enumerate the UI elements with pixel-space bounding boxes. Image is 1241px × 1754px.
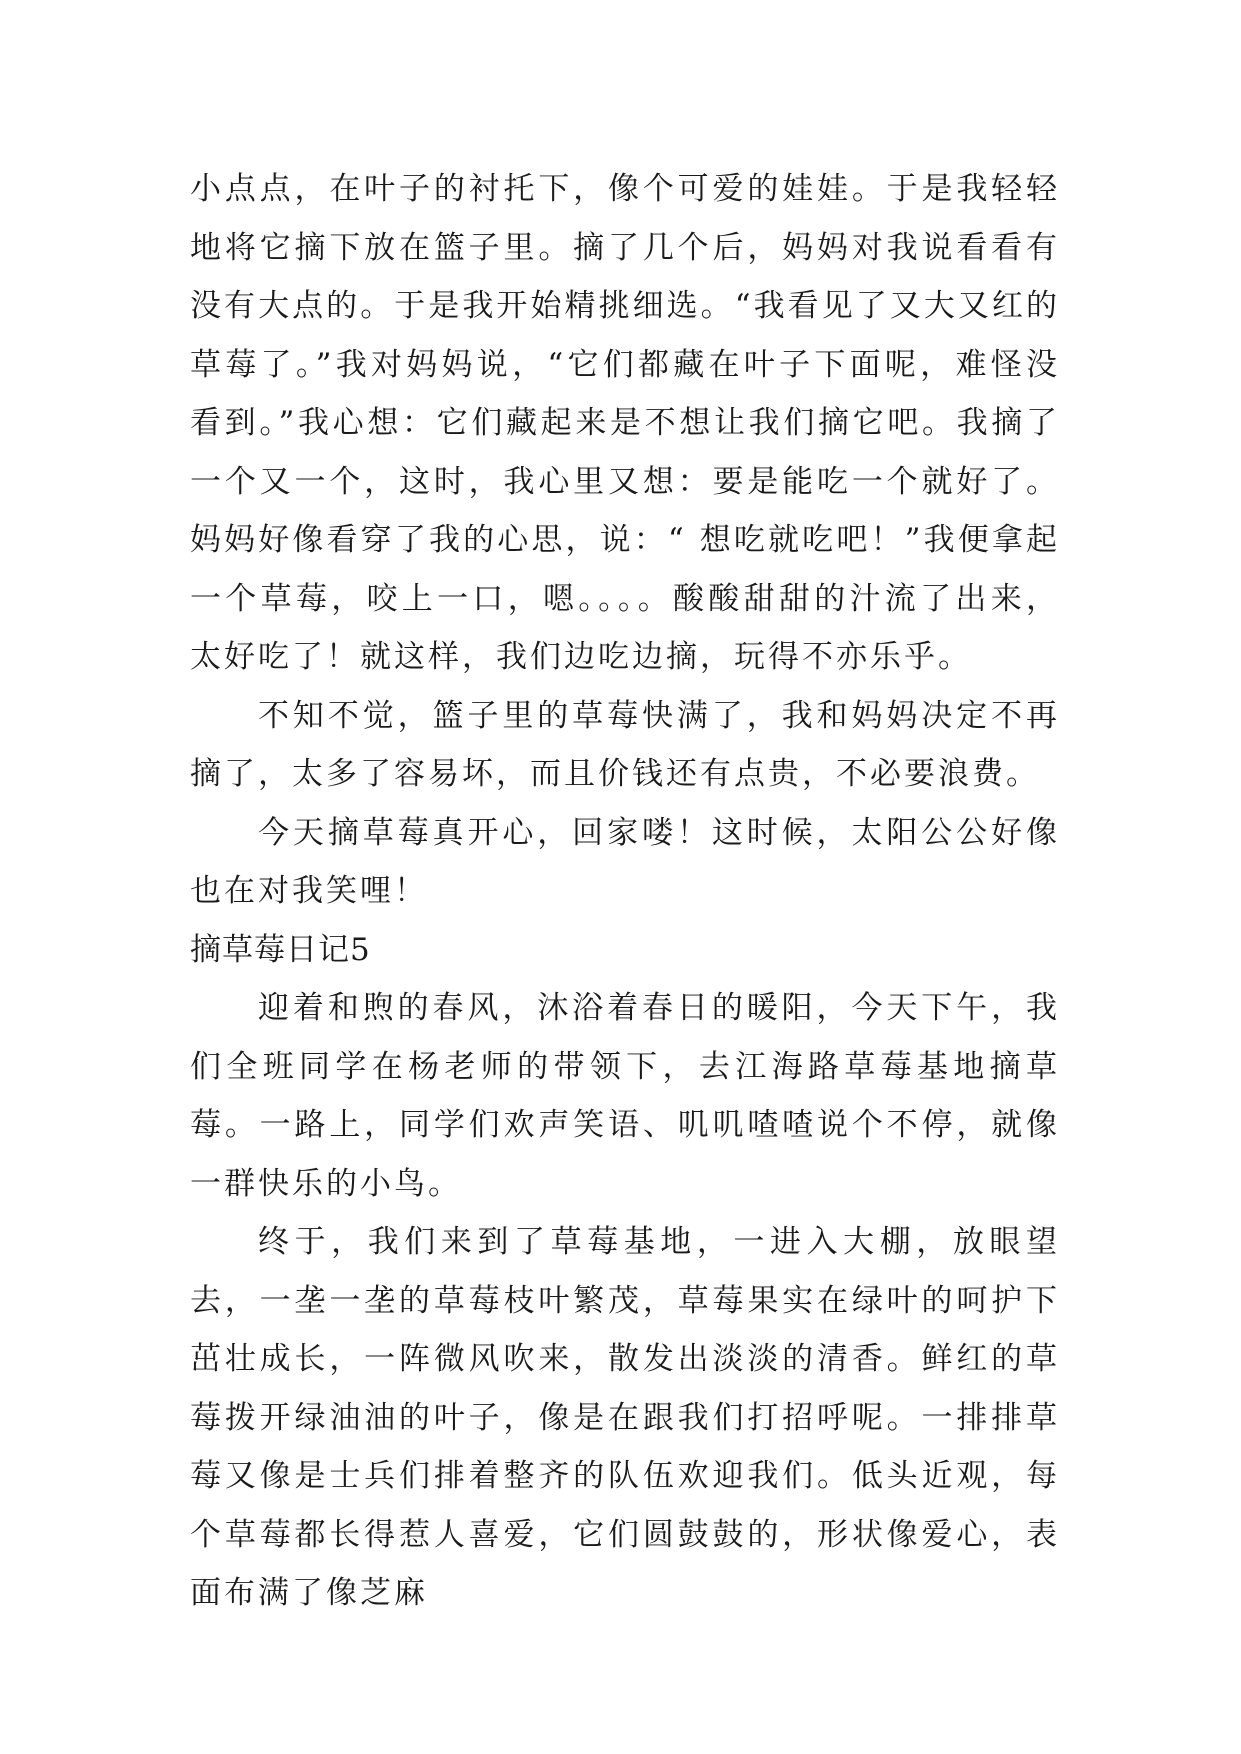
paragraph-spring-trip: 迎着和煦的春风，沐浴着春日的暖阳，今天下午，我们全班同学在杨老师的带领下，去江海路草莓基地摘草莓。一路上，同学们欢声笑语、叽叽喳喳说个不停，就像一群快乐的小鸟。 — [190, 990, 1060, 1202]
paragraph-basket-full: 不知不觉，篮子里的草莓快满了，我和妈妈决定不再摘了，太多了容易坏，而且价钱还有点贵，不必要浪费。 — [190, 697, 1060, 792]
section-heading: 摘草莓日记5 — [190, 931, 371, 968]
paragraph-strawberry-base: 终于，我们来到了草莓基地，一进入大棚，放眼望去，一垄一垄的草莓枝叶繁茂，草莓果实在绿叶的呵护下茁壮成长，一阵微风吹来，散发出淡淡的清香。鲜红的草莓拨开绿油油的叶子，像是在跟我们打招呼呢。一排排草莓又像是士兵们排着整齐的队伍欢迎我们。低头近观，每个草莓都长得惹人喜爱，它们圆鼓鼓的，形状像爱心，表面布满了像芝麻 — [190, 1224, 1060, 1611]
document-page — [190, 160, 1060, 1623]
paragraph-continued: 小点点，在叶子的衬托下，像个可爱的娃娃。于是我轻轻地将它摘下放在篮子里。摘了几个后，妈妈对我说看看有没有大点的。于是我开始精挑细选。“我看见了又大又红的草莓了。”我对妈妈说，“它们都藏在叶子下面呢，难怪没看到。”我心想：它们藏起来是不想让我们摘它吧。我摘了一个又一个，这时，我心里又想：要是能吃一个就好了。妈妈好像看穿了我的心思，说：“ 想吃就吃吧！”我便拿起一个草莓，咬上一口，嗯。。。。酸酸甜甜的汁流了出来，太好吃了！就这样，我们边吃边摘，玩得不亦乐乎。 — [190, 171, 1060, 675]
paragraph-going-home: 今天摘草莓真开心，回家喽！这时候，太阳公公好像也在对我笑哩！ — [190, 814, 1060, 909]
